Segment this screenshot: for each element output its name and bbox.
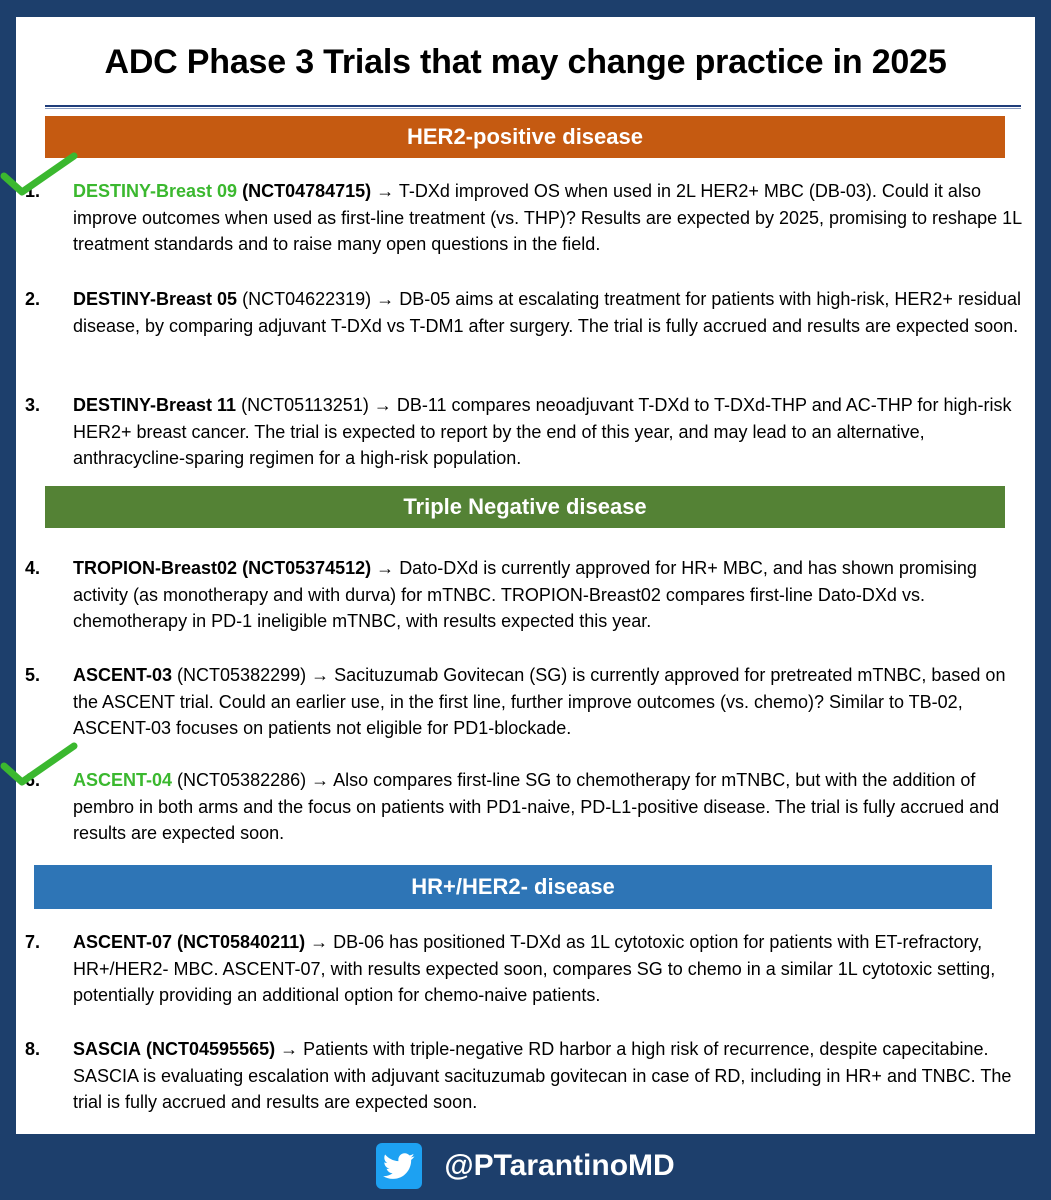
item-text: Dato-DXd is currently approved for HR+ MBC, and has shown promising activity (as monotherapy and with durva) for mTNBC. TROPION-Breast02 compares first-line Dato-DXd vs. chemotherapy in PD-1 ineligible mTNBC, with results expected this year. — [73, 558, 977, 631]
item-number: 3. — [25, 395, 41, 415]
page-title: ADC Phase 3 Trials that may change practice in 2025 — [104, 43, 947, 81]
checkmark-icon — [0, 152, 80, 198]
item-number: 2. — [25, 289, 41, 309]
list-item — [25, 1036, 1027, 1116]
trial-name: SASCIA — [73, 1039, 142, 1059]
twitter-handle[interactable]: @PTarantinoMD — [444, 1149, 675, 1182]
item-text: DB-11 compares neoadjuvant T-DXd to T-DXd-THP and AC-THP for high-risk HER2+ breast cancer. The trial is expected to report by the end of this year, and may lead to an alternative, anthracycline-sparing regimen for a high-risk population. — [73, 395, 1012, 468]
nct-id: (NCT05382299) — [177, 665, 307, 685]
section-banner-tnbc: Triple Negative disease — [45, 486, 1005, 528]
title-divider — [45, 105, 1021, 109]
nct-id: (NCT04784715) — [242, 181, 372, 201]
nct-id: (NCT05840211) — [177, 932, 306, 952]
arrow-icon: → — [376, 181, 395, 201]
checkmark-icon — [0, 742, 80, 788]
list-item — [25, 392, 1027, 472]
trial-name: DESTINY-Breast 11 — [73, 395, 237, 415]
nct-id: (NCT05374512) — [242, 558, 372, 578]
list-item — [25, 286, 1027, 339]
nct-id: (NCT04595565) — [146, 1039, 276, 1059]
item-text: DB-05 aims at escalating treatment for patients with high-risk, HER2+ residual disease, by comparing adjuvant T-DXd vs T-DM1 after surgery. The trial is fully accrued and results are expected soon. — [73, 289, 1021, 336]
arrow-icon: → — [280, 1039, 299, 1059]
item-number: 1. — [25, 181, 41, 201]
section-banner-hr: HR+/HER2- disease — [34, 865, 992, 909]
nct-id: (NCT05382286) — [177, 770, 307, 790]
trial-name: DESTINY-Breast 05 — [73, 289, 238, 309]
item-text: T-DXd improved OS when used in 2L HER2+ MBC (DB-03). Could it also improve outcomes when used as first-line treatment (vs. THP)? Results are expected by 2025, promising to reshape 1L treatment standards and to raise many open questions in the field. — [73, 181, 1022, 254]
nct-id: (NCT05113251) — [241, 395, 369, 415]
trial-name: ASCENT-03 — [73, 665, 173, 685]
arrow-icon: → — [311, 665, 330, 685]
twitter-bird-icon — [376, 1143, 422, 1189]
item-number: 5. — [25, 665, 41, 685]
arrow-icon: → — [310, 932, 329, 952]
item-text: Patients with triple-negative RD harbor a high risk of recurrence, despite capecitabine. SASCIA is evaluating escalation with adjuvant sacituzumab govitecan in case of RD, including in HR+ and TNBC. The trial is fully accrued and results are expected soon. — [73, 1039, 1012, 1112]
item-text: DB-06 has positioned T-DXd as 1L cytotoxic option for patients with ET-refractory, HR+/HER2- MBC. ASCENT-07, with results expected soon, compares SG to chemo in a similar 1L cytotoxic setting, potentially providing an additional option for chemo-naive patients. — [73, 932, 996, 1005]
footer — [0, 1136, 1051, 1196]
item-number: 8. — [25, 1039, 41, 1059]
list-item — [25, 662, 1027, 742]
nct-id: (NCT04622319) — [242, 289, 372, 309]
item-text: Sacituzumab Govitecan (SG) is currently approved for pretreated mTNBC, based on the ASCENT trial. Could an earlier use, in the first line, further improve outcomes (vs. chemo)? Similar to TB-02, ASCENT-03 focuses on patients not eligible for PD1-blockade. — [73, 665, 1006, 738]
list-item — [25, 178, 1027, 258]
trial-name: ASCENT-07 — [73, 932, 173, 952]
arrow-icon: → — [376, 289, 395, 309]
item-text: Also compares first-line SG to chemotherapy for mTNBC, but with the addition of pembro in both arms and the focus on patients with PD1-naive, PD-L1-positive disease. The trial is fully accrued and results are expected soon. — [73, 770, 1000, 843]
item-number: 7. — [25, 932, 41, 952]
item-number: 6. — [25, 770, 41, 790]
arrow-icon: → — [376, 558, 395, 578]
item-number: 4. — [25, 558, 41, 578]
trial-name: TROPION-Breast02 — [73, 558, 238, 578]
trial-name: DESTINY-Breast 09 — [73, 181, 238, 201]
list-item — [25, 555, 1027, 635]
trial-name: ASCENT-04 — [73, 770, 173, 790]
list-item — [25, 767, 1027, 847]
list-item — [25, 929, 1027, 1009]
slide — [16, 17, 1035, 1134]
arrow-icon: → — [373, 395, 392, 415]
section-banner-her2: HER2-positive disease — [45, 116, 1005, 158]
arrow-icon: → — [311, 770, 330, 790]
